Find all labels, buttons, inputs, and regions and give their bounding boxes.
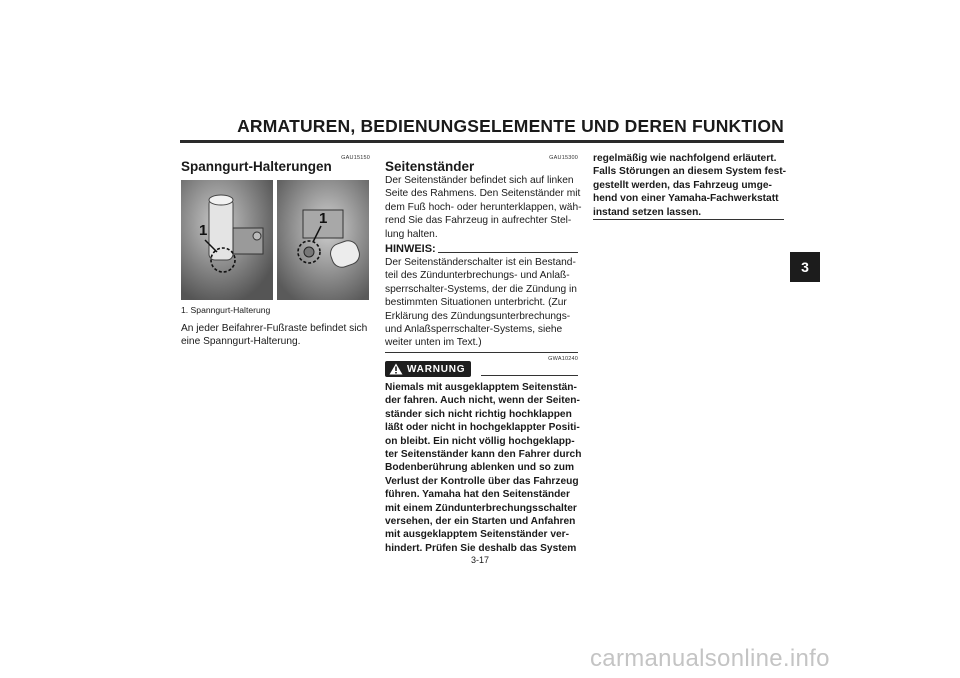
figure-photo-illustration: [181, 180, 369, 300]
text-line: Falls Störungen an diesem System fest-: [593, 166, 787, 178]
text-line: Erklärung des Zündungsunterbrechungs-: [385, 310, 571, 322]
text-line: gestellt werden, das Fahrzeug umge-: [593, 179, 772, 191]
text-line: lung halten.: [385, 228, 438, 240]
note-body: [385, 256, 577, 350]
text-line: läßt oder nicht in hochgeklappter Positi-: [385, 422, 580, 434]
text-line: mit einem Zündunterbrechungsschalter: [385, 502, 577, 514]
figure-callout-1-right: 1: [319, 210, 328, 227]
warning-code: GWA10240: [548, 356, 578, 362]
warning-end-rule: [593, 219, 784, 220]
text-line: dem Fuß hoch- oder herunterklappen, wäh-: [385, 201, 582, 213]
text-line: versehen, der ein Starten und Anfahren: [385, 516, 576, 528]
text-line: mit ausgeklapptem Seitenständer ver-: [385, 529, 570, 541]
text-line: führen. Yamaha hat den Seitenständer: [385, 489, 570, 501]
warning-badge: [385, 361, 471, 377]
section-code: GAU15300: [549, 155, 578, 161]
warning-body: [385, 381, 581, 555]
note-rule: [438, 252, 578, 253]
text-line: ständer sich nicht richtig hochklappen: [385, 408, 572, 420]
watermark: carmanualsonline.info: [590, 645, 830, 672]
text-line: Bodenberührung ablenken und so zum: [385, 462, 575, 474]
text-line: teil des Zündunterbrechungs- und Anlaß-: [385, 270, 570, 282]
text-line: weiter unten im Text.): [385, 337, 482, 349]
text-line: rend Sie das Fahrzeug in aufrechter Stel-: [385, 215, 572, 227]
text-line: hend von einer Yamaha-Fachwerkstatt: [593, 193, 779, 205]
figure-callout-1-left: 1: [199, 222, 208, 239]
text-line: der fahren. Auch nicht, wenn der Seiten-: [385, 395, 580, 407]
section-heading-spanngurt: Spanngurt-Halterungen: [181, 159, 332, 174]
text-line: ter Seitenständer kann den Fahrer durch: [385, 449, 582, 461]
warning-rule: [481, 375, 578, 376]
text-line: und Anlaßsperrschalter-Systems, siehe: [385, 324, 563, 336]
text-line: Niemals mit ausgeklapptem Seitenstän-: [385, 382, 577, 393]
warning-triangle-icon: [389, 363, 403, 375]
seitenstaender-paragraph: [385, 174, 582, 241]
note-end-rule: [385, 352, 578, 353]
text-line: instand setzen lassen.: [593, 206, 702, 218]
text-line: regelmäßig wie nachfolgend erläutert.: [593, 153, 777, 164]
text-line: hindert. Prüfen Sie deshalb das System: [385, 542, 577, 554]
text-line: Der Seitenständerschalter ist ein Bestand-: [385, 257, 576, 268]
page-number: 3-17: [470, 555, 489, 565]
text-line: sperrschalter-Systems, der die Zündung in: [385, 283, 577, 295]
text-line: on bleibt. Ein nicht völlig hochgeklapp-: [385, 435, 575, 447]
note-label: HINWEIS:: [385, 243, 436, 255]
text-line: eine Spanngurt-Halterung.: [181, 336, 301, 348]
warning-label: WARNUNG: [407, 363, 466, 375]
header-divider: [180, 140, 784, 143]
text-line: An jeder Beifahrer-Fußraste befindet sich: [181, 323, 368, 334]
spanngurt-paragraph: [181, 322, 367, 349]
figure-caption: 1. Spanngurt-Halterung: [181, 305, 271, 315]
page-header-title: ARMATUREN, BEDIENUNGSELEMENTE UND DEREN FUNKTION: [237, 116, 784, 136]
text-line: bestimmten Situationen unterbricht. (Zur: [385, 297, 567, 309]
chapter-tab: 3: [790, 252, 820, 282]
text-line: Der Seitenständer befindet sich auf linken: [385, 175, 574, 186]
text-line: Verlust der Kontrolle über das Fahrzeug: [385, 475, 579, 487]
figure-spanngurt-halterung: [181, 180, 369, 300]
section-heading-seitenstaender: Seitenständer: [385, 159, 475, 174]
warning-continuation: [593, 152, 786, 219]
section-code: GAU15150: [341, 155, 370, 161]
text-line: Seite des Rahmens. Den Seitenständer mit: [385, 188, 581, 200]
